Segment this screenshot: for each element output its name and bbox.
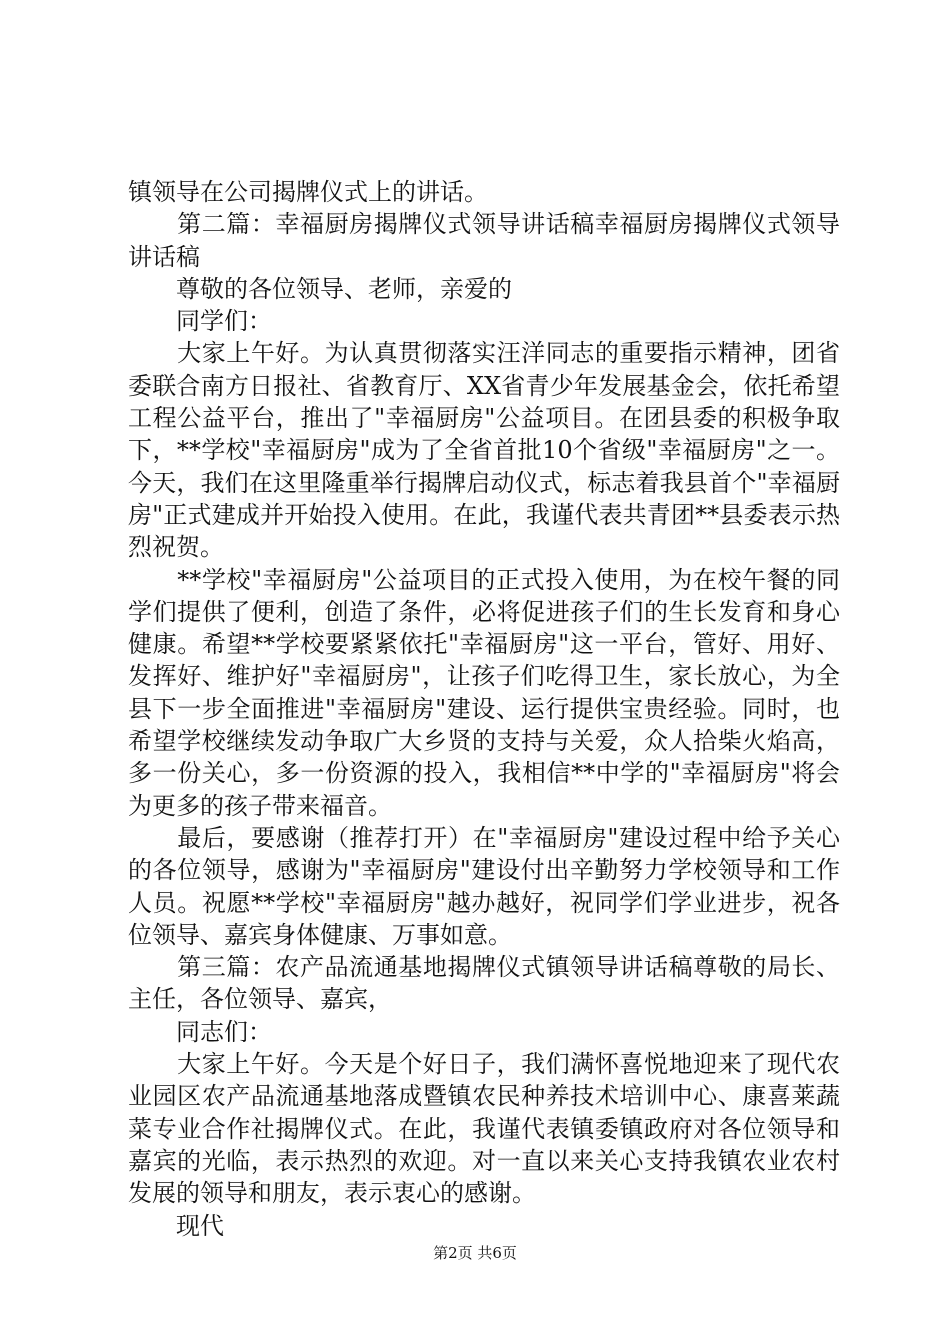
paragraph-salutation: 尊敬的各位领导、老师，亲爱的 xyxy=(128,274,512,303)
paragraph-trailing-fragment: 现代 xyxy=(128,1211,224,1240)
paragraph-intro-closing: 镇领导在公司揭牌仪式上的讲话。 xyxy=(128,178,488,206)
page-number-footer: 第2页 共6页 xyxy=(433,1244,517,1262)
paragraph-project-body: **学校"幸福厨房"公益项目的正式投入使用，为在校午餐的同学们提供了便利，创造了条件，必将促进孩子们的生长发育和身心健康。希望**学校要紧紧依托"幸福厨房"这一平台，管好、用好、发挥好、维护好"幸福厨房"，让孩子们吃得卫生，家长放心，为全县下一步全面推进"幸福厨房"建设、运行提供宝贵经验。同时，也希望学校继续发动争取广大乡贤的支持与关爱，众人拾柴火焰高，多一份关心，多一份资源的投入，我相信**中学的"幸福厨房"将会为更多的孩子带来福音。 xyxy=(128,565,840,820)
paragraph-greeting-body: 大家上午好。为认真贯彻落实汪洋同志的重要指示精神，团省委联合南方日报社、省教育厅、XX省青少年发展基金会，依托希望工程公益平台，推出了"幸福厨房"公益项目。在团县委的积极争取下，**学校"幸福厨房"成为了全省首批10个省级"幸福厨房"之一。今天，我们在这里隆重举行揭牌启动仪式，标志着我县首个"幸福厨房"正式建成并开始投入使用。在此，我谨代表共青团**县委表示热烈祝贺。 xyxy=(128,339,840,562)
paragraph-section-three-title: 第三篇：农产品流通基地揭牌仪式镇领导讲话稿尊敬的局长、主任，各位领导、嘉宾， xyxy=(128,953,840,1014)
document-body xyxy=(128,176,840,1242)
paragraph-section-two-title: 第二篇：幸福厨房揭牌仪式领导讲话稿幸福厨房揭牌仪式领导讲话稿 xyxy=(128,210,840,271)
paragraph-thanks-body: 最后，要感谢（推荐打开）在"幸福厨房"建设过程中给予关心的各位领导，感谢为"幸福厨房"建设付出辛勤努力学校领导和工作人员。祝愿**学校"幸福厨房"越办越好，祝同学们学业进步，祝各位领导、嘉宾身体健康、万事如意。 xyxy=(128,823,840,949)
paragraph-salutation-students: 同学们： xyxy=(128,307,272,336)
paragraph-salutation-comrades: 同志们： xyxy=(128,1017,272,1046)
paragraph-welcome-body: 大家上午好。今天是个好日子，我们满怀喜悦地迎来了现代农业园区农产品流通基地落成暨镇农民种养技术培训中心、康喜莱蔬菜专业合作社揭牌仪式。在此，我谨代表镇委镇政府对各位领导和嘉宾的光临，表示热烈的欢迎。对一直以来关心支持我镇农业农村发展的领导和朋友，表示衷心的感谢。 xyxy=(128,1050,840,1208)
